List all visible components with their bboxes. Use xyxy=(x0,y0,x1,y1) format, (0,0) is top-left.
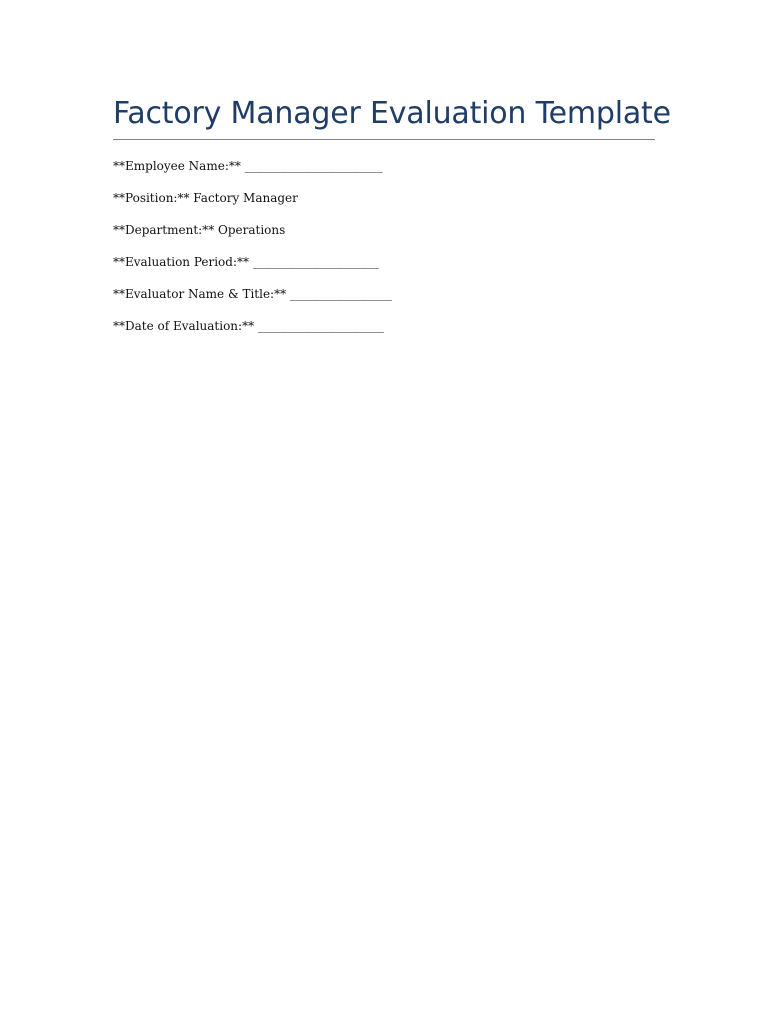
evaluator-name-title-field: **Evaluator Name & Title:** _________________ xyxy=(113,287,392,301)
evaluation-period-field: **Evaluation Period:** _____________________ xyxy=(113,255,379,269)
position-field: **Position:** Factory Manager xyxy=(113,191,298,205)
document-content xyxy=(113,92,671,350)
department-field: **Department:** Operations xyxy=(113,223,286,237)
employee-name-field: **Employee Name:** _______________________ xyxy=(113,159,383,173)
title-underline xyxy=(113,139,655,140)
document-title: Factory Manager Evaluation Template xyxy=(113,96,671,131)
field-list xyxy=(113,158,655,334)
date-of-evaluation-field: **Date of Evaluation:** _____________________ xyxy=(113,319,384,333)
